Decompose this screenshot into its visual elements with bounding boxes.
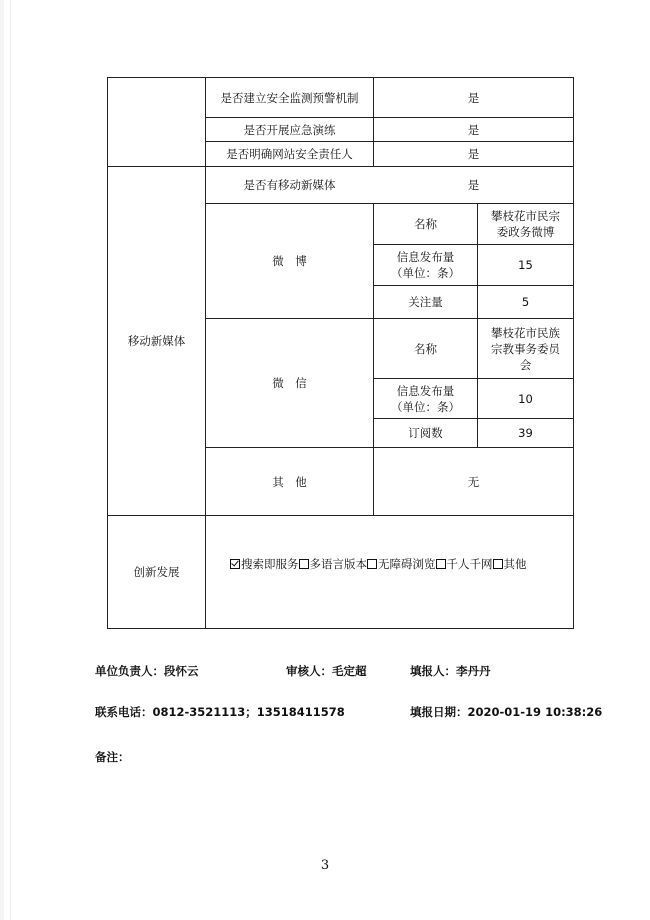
- weibo-name-label: 名称: [414, 217, 437, 231]
- checkbox-icon[interactable]: [436, 559, 446, 569]
- wechat-posts-value: 10: [518, 391, 533, 406]
- contact-phone: 联系电话：0812-3521113；13518411578: [95, 705, 345, 719]
- option-multilingual[interactable]: 多语言版本: [299, 557, 368, 571]
- row-label-drill: 是否开展应急演练: [243, 122, 336, 137]
- scan-edge-line: [10, 0, 11, 920]
- mobile-media-section-label: 移动新媒体: [127, 334, 186, 348]
- weibo-follow-label: 关注量: [408, 295, 443, 309]
- innovation-options: [230, 556, 527, 572]
- innovation-label: 创新发展: [133, 565, 180, 579]
- unit-responsible: 单位负责人：段怀云: [95, 664, 199, 678]
- wechat-label: 微 信: [272, 376, 307, 390]
- option-personalized[interactable]: 千人千网: [436, 557, 493, 571]
- wechat-posts-label: 信息发布量（单位：条）: [391, 383, 460, 414]
- checkbox-icon[interactable]: [367, 559, 377, 569]
- checkbox-icon[interactable]: [493, 559, 503, 569]
- option-other[interactable]: 其他: [493, 557, 527, 571]
- weibo-posts-value: 15: [518, 258, 533, 272]
- row-value-monitoring: 是: [467, 90, 480, 105]
- row-label-responsible: 是否明确网站安全责任人: [226, 147, 353, 161]
- other-value: 无: [467, 474, 480, 489]
- checkbox-checked-icon[interactable]: [230, 559, 240, 569]
- row-value-responsible: 是: [467, 147, 480, 161]
- weibo-label: 微 博: [272, 254, 307, 268]
- wechat-sub-value: 39: [518, 426, 533, 440]
- row-value-drill: 是: [467, 122, 480, 137]
- wechat-name-value: 攀枝花市民族宗教事务委员会: [491, 325, 560, 372]
- page-number: 3: [320, 858, 330, 873]
- fill-date: 填报日期：2020-01-19 10:38:26: [410, 705, 603, 719]
- has-mobile-label: 是否有移动新媒体: [243, 178, 336, 192]
- wechat-name-label: 名称: [414, 341, 437, 356]
- remarks: 备注：: [95, 750, 130, 764]
- reviewer: 审核人：毛定超: [286, 664, 367, 678]
- option-search-service[interactable]: 搜索即服务: [230, 557, 299, 571]
- other-label: 其 他: [272, 474, 307, 489]
- row-label-monitoring: 是否建立安全监测预警机制: [220, 90, 359, 105]
- filler: 填报人：李丹丹: [410, 664, 491, 678]
- option-accessibility[interactable]: 无障碍浏览: [367, 557, 436, 571]
- scan-edge: [0, 0, 4, 920]
- wechat-sub-label: 订阅数: [408, 426, 443, 440]
- weibo-posts-label: 信息发布量（单位：条）: [391, 250, 460, 280]
- checkbox-icon[interactable]: [299, 559, 309, 569]
- has-mobile-value: 是: [467, 178, 480, 192]
- weibo-follow-value: 5: [521, 295, 530, 309]
- weibo-name-value: 攀枝花市民宗委政务微博: [491, 209, 560, 239]
